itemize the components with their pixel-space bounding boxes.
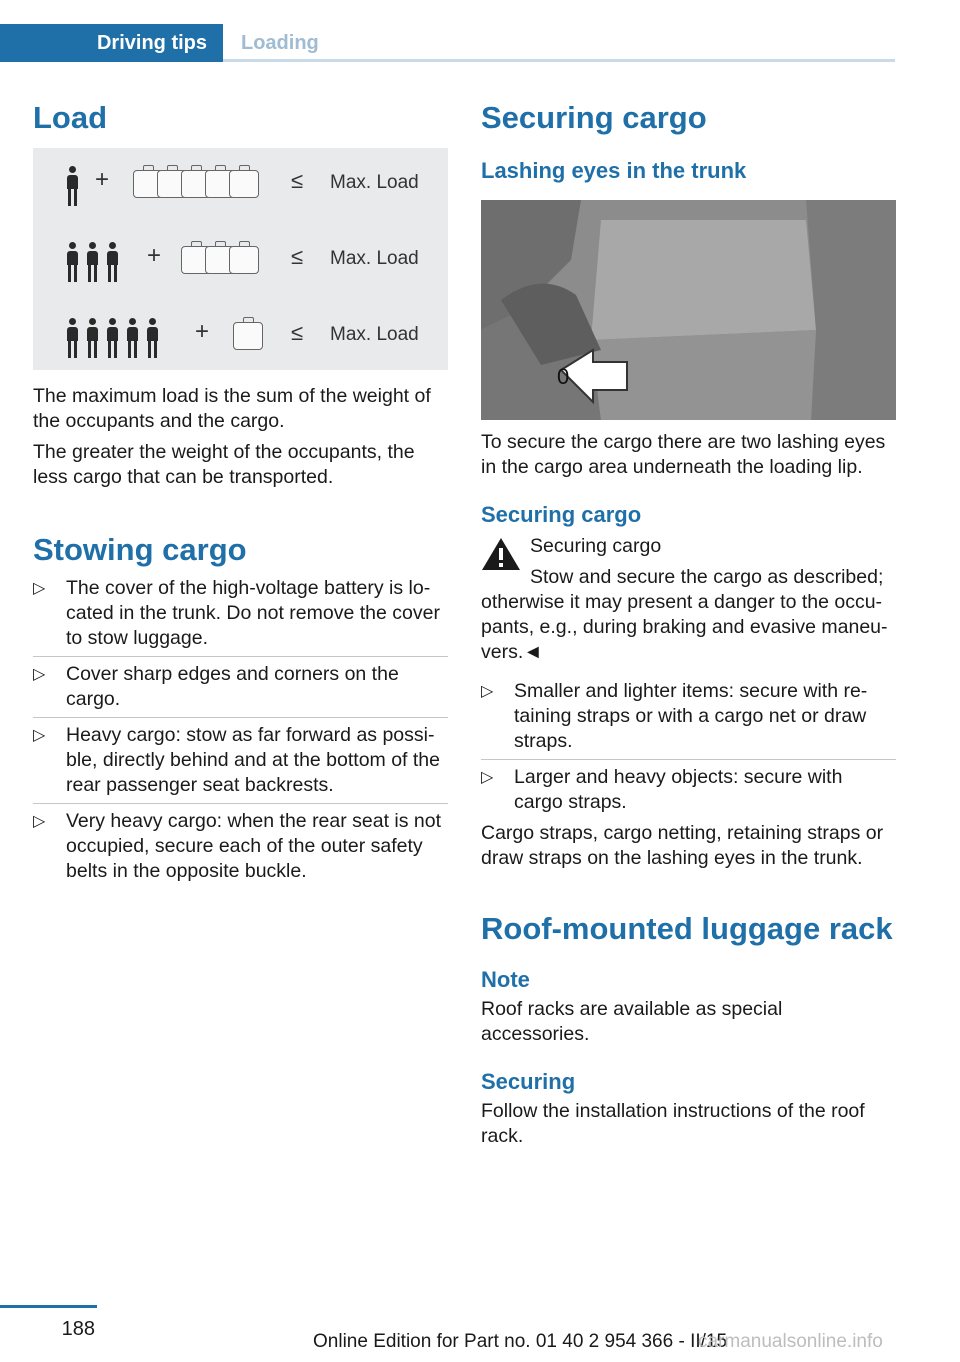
plus-sign: + [95,166,110,193]
occupants-icon [65,242,119,282]
warning-triangle-icon [481,536,521,572]
list-item: ▷ The cover of the high-voltage battery is lo‐cated in the trunk. Do not remove the cover to stow luggage. [33,577,440,649]
right-column [481,98,896,1149]
footer-rule [0,1305,97,1308]
figure-row-1 [33,160,448,210]
svg-text:0: 0 [557,364,570,389]
load-heading: Load [33,100,108,135]
list-item: ▷ Larger and heavy objects: secure with cargo straps. [481,766,843,813]
plus-sign: + [147,242,162,269]
triangle-bullet-icon: ▷ [33,727,46,744]
occupants-icon [65,318,159,358]
warning-text: Stow and secure the cargo as described; otherwise it may present a danger to the occu‐pants, e.g., during braking and evasive maneu‐vers.◄ [481,566,888,663]
luggage-icon [133,170,253,198]
max-load-label: Max. Load [330,172,419,193]
load-paragraph-2: The greater the weight of the occupants, the less cargo that can be transported. [33,441,415,488]
less-equal-sign: ≤ [291,168,304,193]
securing-heading: Securing [481,1069,576,1094]
securing-list [481,679,896,815]
occupants-icon [65,166,79,206]
list-item: ▷ Very heavy cargo: when the rear seat is not occupied, secure each of the outer safety belts in the opposite buckle. [33,810,442,882]
triangle-bullet-icon: ▷ [481,683,494,700]
list-item: ▷ Cover sharp edges and corners on the cargo. [33,663,399,710]
figure-row-3 [33,312,448,362]
securing-cargo-heading: Securing cargo [481,100,707,135]
note-paragraph: Roof racks are available as special accessories. [481,998,783,1045]
max-load-figure [33,148,448,370]
less-equal-sign: ≤ [291,320,304,345]
list-item: ▷ Heavy cargo: stow as far forward as possi‐ble, directly behind and at the bottom of the rear passenger seat backrests. [33,724,440,796]
triangle-bullet-icon: ▷ [33,580,46,597]
list-item: ▷ Smaller and lighter items: secure with re‐taining straps or with a cargo net or draw straps. [481,680,868,752]
triangle-bullet-icon: ▷ [33,666,46,683]
section-tab[interactable]: Driving tips [0,24,223,62]
plus-sign: + [195,318,210,345]
list-divider [33,717,448,718]
page-header [0,0,895,62]
header-rule [223,59,895,62]
straps-paragraph: Cargo straps, cargo netting, retaining straps or draw straps on the lashing eyes in the trunk. [481,822,884,869]
watermark[interactable]: carmanualsonline.info [698,1331,883,1352]
list-divider [33,803,448,804]
page-number: 188 [61,1318,95,1340]
list-divider [33,656,448,657]
stowing-heading: Stowing cargo [33,532,247,567]
warning-title: Securing cargo [530,535,662,557]
roof-rack-heading: Roof-mounted luggage rack [481,911,893,946]
lashing-eyes-heading: Lashing eyes in the trunk [481,158,747,183]
securing-cargo-subheading: Securing cargo [481,502,642,527]
trunk-illustration [481,200,896,420]
stowing-list [33,576,448,884]
triangle-bullet-icon: ▷ [33,813,46,830]
triangle-bullet-icon: ▷ [481,769,494,786]
edition-info: Online Edition for Part no. 01 40 2 954 366 - II/15 [313,1331,728,1352]
lashing-paragraph: To secure the cargo there are two lashing eyes in the cargo area underneath the loading lip. [481,431,886,478]
max-load-label: Max. Load [330,324,419,345]
load-paragraph-1: The maximum load is the sum of the weight of the occupants and the cargo. [33,385,431,432]
luggage-icon [181,246,253,274]
list-divider [481,759,896,760]
subsection-tab[interactable]: Loading [241,32,319,54]
luggage-icon [233,322,257,350]
left-column [33,98,448,884]
warning-block [481,534,896,665]
max-load-label: Max. Load [330,248,419,269]
note-heading: Note [481,967,530,992]
securing-paragraph: Follow the installation instructions of the roof rack. [481,1100,865,1147]
less-equal-sign: ≤ [291,244,304,269]
figure-row-2 [33,236,448,286]
trunk-lashing-eye-photo [481,200,896,420]
